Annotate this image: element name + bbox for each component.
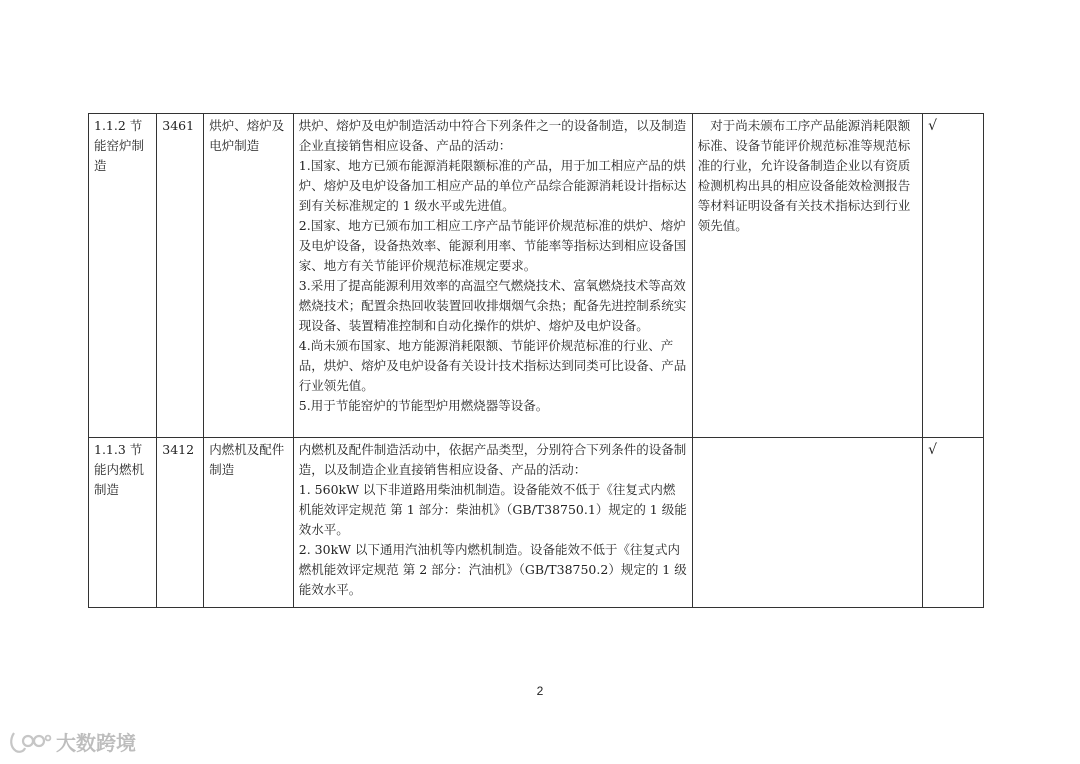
description-paragraph: 烘炉、熔炉及电炉制造活动中符合下列条件之一的设备制造，以及制造企业直接销售相应设备、产品的活动：	[298, 118, 687, 153]
code-cell: 3412	[157, 438, 204, 608]
watermark-text: 大数跨境	[56, 731, 136, 755]
note-cell	[692, 438, 922, 608]
watermark-logo-icon	[8, 729, 52, 755]
description-paragraph: 内燃机及配件制造活动中，依据产品类型，分别符合下列条件的设备制造，以及制造企业直接销售相应设备、产品的活动：	[298, 442, 687, 477]
checkmark-icon: √	[928, 442, 938, 458]
note-cell: 对于尚未颁布工序产品能源消耗限额标准、设备节能评价规范标准等规范标准的行业，允许设备制造企业以有资质检测机构出具的相应设备能效检测报告等材料证明设备有关技术指标达到行业领先值。	[692, 114, 922, 438]
mark-cell	[923, 114, 984, 438]
description-paragraph: 2.国家、地方已颁布加工相应工序产品节能评价规范标准的烘炉、熔炉及电炉设备，设备热效率、能源利用率、节能率等指标达到相应设备国家、地方有关节能评价规范标准规定要求。	[298, 218, 687, 273]
watermark	[8, 727, 136, 756]
industry-cell: 烘炉、熔炉及电炉制造	[204, 114, 294, 438]
description-paragraph: 1.国家、地方已颁布能源消耗限额标准的产品，用于加工相应产品的烘炉、熔炉及电炉设备加工相应产品的单位产品综合能源消耗设计指标达到有关标准规定的 1 级水平或先进值。	[298, 158, 687, 213]
page-number: 2	[536, 684, 544, 698]
mark-cell	[923, 438, 984, 608]
industry-cell: 内燃机及配件制造	[204, 438, 294, 608]
category-cell: 1.1.3 节能内燃机制造	[89, 438, 157, 608]
table-row	[89, 114, 984, 438]
description-cell	[293, 114, 692, 438]
description-paragraph: 4.尚未颁布国家、地方能源消耗限额、节能评价规范标准的行业、产品，烘炉、熔炉及电炉设备有关设计技术指标达到同类可比设备、产品行业领先值。	[298, 338, 687, 393]
description-paragraph: 1. 560kW 以下非道路用柴油机制造。设备能效不低于《往复式内燃机能效评定规范 第 1 部分：柴油机》（GB/T38750.1）规定的 1 级能效水平。	[298, 482, 687, 537]
description-paragraph: 3.采用了提高能源利用效率的高温空气燃烧技术、富氧燃烧技术等高效燃烧技术；配置余热回收装置回收排烟烟气余热；配备先进控制系统实现设备、装置精准控制和自动化操作的烘炉、熔炉及电炉设备。	[298, 278, 687, 333]
description-paragraph: 5.用于节能窑炉的节能型炉用燃烧器等设备。	[298, 398, 549, 413]
table-row	[89, 438, 984, 608]
code-cell: 3461	[157, 114, 204, 438]
catalog-table	[88, 113, 984, 608]
checkmark-icon: √	[928, 118, 938, 134]
category-cell: 1.1.2 节能窑炉制造	[89, 114, 157, 438]
description-paragraph: 2. 30kW 以下通用汽油机等内燃机制造。设备能效不低于《往复式内燃机能效评定规范 第 2 部分：汽油机》（GB/T38750.2）规定的 1 级能效水平。	[298, 542, 687, 597]
description-cell	[293, 438, 692, 608]
